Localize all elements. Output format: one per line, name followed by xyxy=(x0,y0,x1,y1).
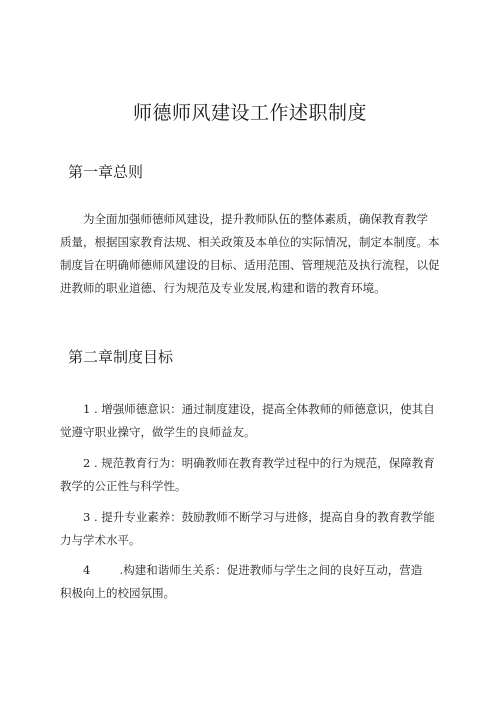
paragraph-line: 制度旨在明确师德师风建设的目标、适用范围、管理规范及执行流程，以促 xyxy=(60,258,440,272)
paragraph-line: 为全面加强师德师风建设，提升教师队伍的整体素质，确保教育教学 xyxy=(83,212,428,226)
chapter-2-item-3 xyxy=(60,506,450,552)
list-item-line: 力与学术水平。 xyxy=(60,533,141,547)
document-title: 师德师风建设工作述职制度 xyxy=(132,102,367,124)
paragraph-line: 进教师的职业道德、行为规范及专业发展,构建和谐的教育环境。 xyxy=(60,281,386,295)
list-item-line: 2 . 规范教育行为：明确教师在教育教学过程中的行为规范，保障教育 xyxy=(83,456,435,470)
list-item-line: 1 . 增强师德意识：通过制度建设，提高全体教师的师德意识，使其自 xyxy=(83,402,435,416)
list-item-line: 觉遵守职业操守，做学生的良师益友。 xyxy=(60,425,256,439)
list-item-line: 教学的公正性与科学性。 xyxy=(60,479,187,493)
chapter-2-item-4 xyxy=(60,559,450,605)
chapter-2-item-2 xyxy=(60,452,450,498)
chapter-2-item-1 xyxy=(60,398,450,444)
chapter-1-paragraph xyxy=(60,208,450,300)
list-item-line: 3 . 提升专业素养：鼓励教师不断学习与进修，提高自身的教育教学能 xyxy=(83,510,435,524)
chapter-1-heading: 第一章总则 xyxy=(68,163,144,181)
paragraph-line: 质量，根据国家教育法规、相关政策及本单位的实际情况，制定本制度。本 xyxy=(60,235,440,249)
chapter-2-heading: 第二章制度目标 xyxy=(68,348,174,366)
list-item-line: 积极向上的校园氛围。 xyxy=(60,586,175,600)
list-item-line: 4 .构建和谐师生关系：促进教师与学生之间的良好互动，营造 xyxy=(83,563,423,577)
